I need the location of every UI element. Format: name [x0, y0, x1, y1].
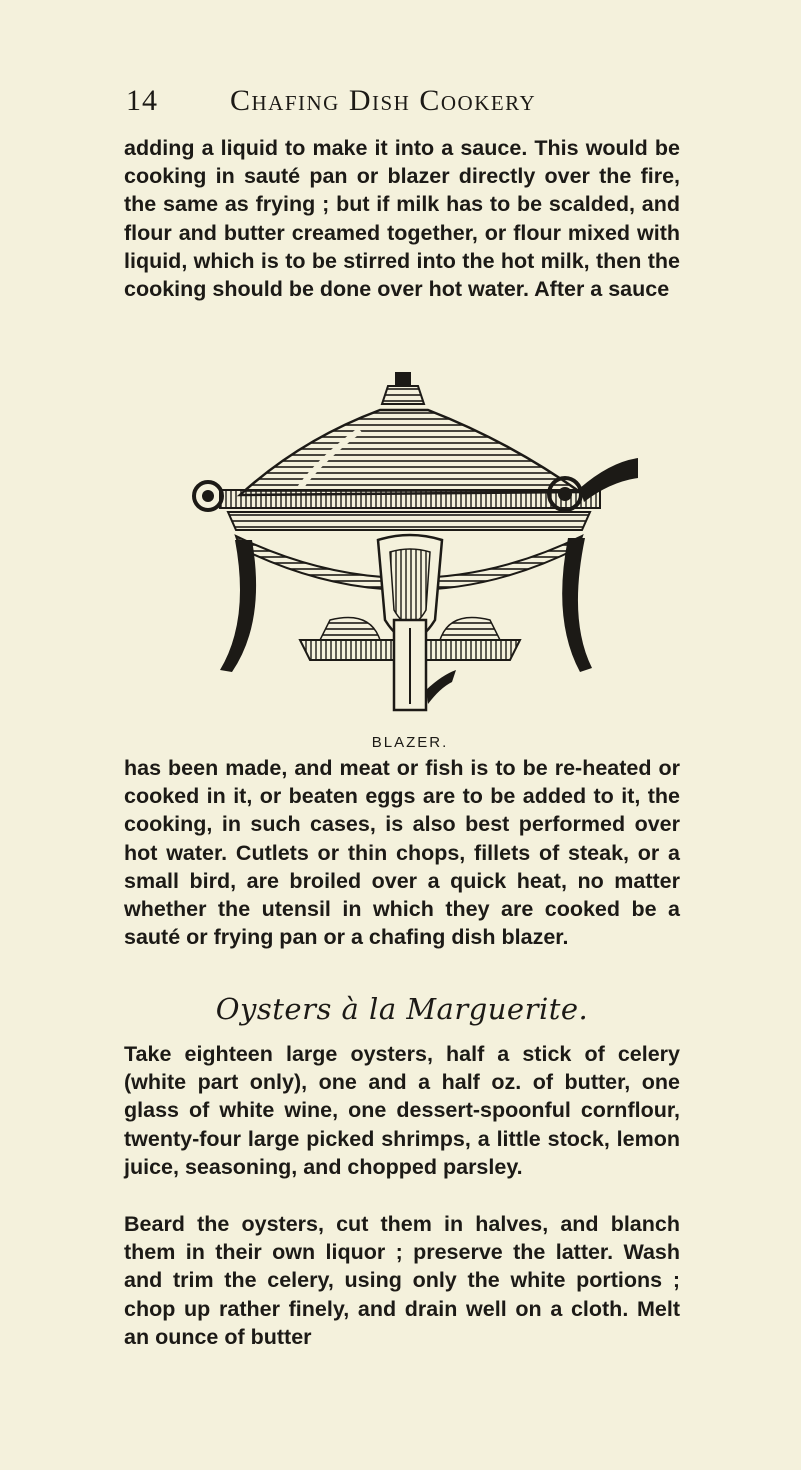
lid-knob: [395, 372, 411, 386]
running-title: Chafing Dish Cookery: [230, 84, 537, 117]
stand-leg-left: [220, 540, 256, 672]
recipe-ingredients: Take eighteen large oysters, half a stick of celery (white part only), one and a half oz. of butter, one glass of white wine, one dessert-spoonful cornflour, twenty-four large picked shrimps, a little stock, lemon juice, seasoning, and chopped parsley.: [124, 1042, 680, 1179]
recipe-method: Beard the oysters, cut them in halves, and blanch them in their own liquor ; preserve the latter. Wash and trim the celery, using only the white portions ; chop up rather finely, and drain well on a cloth. Melt an ounce of butter: [124, 1212, 680, 1349]
page-number: 14: [126, 84, 158, 117]
lid-rim: [220, 490, 600, 508]
lid-dome: [240, 410, 580, 495]
chafing-dish-blazer-drawing: [180, 370, 640, 730]
pan-handle: [580, 458, 638, 502]
blazer-illustration: [180, 370, 640, 751]
recipe-title: Oysters à la Marguerite.: [215, 992, 589, 1026]
figure-caption: BLAZER.: [371, 734, 449, 751]
stand-leg-right: [562, 538, 592, 672]
page-header: [126, 84, 686, 124]
body-paragraph-2: has been made, and meat or fish is to be re-heated or cooked in it, or beaten eggs are to be added to it, the cooking, in such cases, is also best performed over hot water. Cutlets or thin chops, fillets of steak, or a small bird, are broiled over a quick heat, no matter whether the utensil in which they are cooked be a sauté or frying pan or a chafing dish blazer.: [124, 756, 680, 950]
body-paragraph-1: adding a liquid to make it into a sauce. This would be cooking in sauté pan or blazer directly over the fire, the same as frying ; but if milk has to be scalded, and flour and butter creamed together, or flour mixed with liquid, which is to be stirred into the hot milk, then the cooking should be done over hot water. After a sauce: [124, 136, 680, 302]
